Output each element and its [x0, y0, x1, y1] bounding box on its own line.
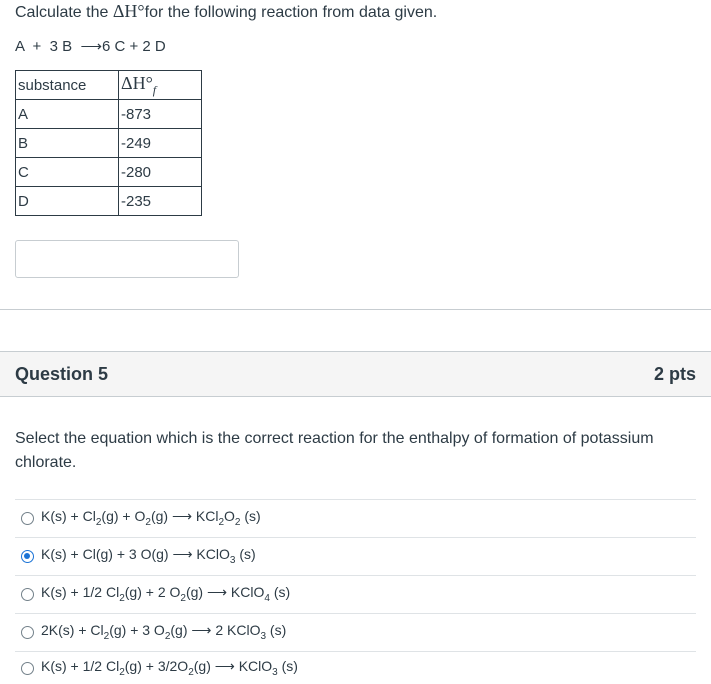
header-delta-hf: [119, 71, 202, 100]
table-row: [16, 158, 202, 187]
table-header-row: [16, 71, 202, 100]
delta-h-symbol: ΔH°: [112, 1, 145, 21]
radio-button[interactable]: [21, 588, 34, 601]
reaction-equation: A + 3 B ⟶6 C + 2 D: [15, 38, 166, 55]
answer-option[interactable]: [15, 651, 696, 684]
question-points: 2 pts: [653, 364, 696, 384]
table-row: [16, 129, 202, 158]
section-divider: [0, 309, 711, 310]
answer-option[interactable]: [15, 575, 696, 612]
question-title: Question 5: [15, 364, 109, 384]
option-label: $K(s) + Cl_2(g) + O_2(g)$ ⟶ $KCl_2O_2$ (s): [41, 508, 261, 528]
question-4-prompt: [15, 0, 705, 24]
radio-button[interactable]: [21, 512, 34, 525]
question-4: [15, 0, 705, 210]
answer-option[interactable]: [15, 613, 696, 650]
option-label: K(s) + 1/2 $Cl_2(g) + 2$ $O_2(g)$ ⟶ KClO$_4$ (s): [41, 584, 291, 604]
prompt-text-start: Calculate the: [15, 4, 113, 21]
radio-button[interactable]: [21, 662, 34, 675]
option-label: K(s) + 1/2 $Cl_2(g) + 3/2O_2(g)$ ⟶ KClO$_3$ (s): [41, 658, 298, 678]
substance-cell: C: [16, 158, 119, 187]
value-cell: -280: [119, 158, 202, 187]
answer-input[interactable]: [15, 240, 239, 278]
value-cell: -235: [119, 187, 202, 216]
header-substance: substance: [16, 71, 119, 100]
substance-cell: A: [16, 100, 119, 129]
radio-button[interactable]: [21, 626, 34, 639]
value-cell: -249: [119, 129, 202, 158]
option-label: $2K(s) + Cl_2(g) + 3$ $O_2(g)$ ⟶ 2 KClO$_3$ (s): [41, 622, 287, 642]
substance-cell: D: [16, 187, 119, 216]
prompt-text-end: for the following reaction from data given.: [144, 4, 438, 21]
answer-option-selected[interactable]: [15, 537, 696, 574]
table-row: [16, 100, 202, 129]
substance-cell: B: [16, 129, 119, 158]
question-5-header: [0, 351, 711, 397]
header-subscript: f: [152, 82, 157, 97]
enthalpy-data-table: [15, 70, 202, 216]
table-row: [16, 187, 202, 216]
option-label: K(s) + Cl(g) + 3 O(g) ⟶ KClO$_3$ (s): [41, 546, 256, 566]
value-cell: -873: [119, 100, 202, 129]
question-5-text: Select the equation which is the correct reaction for the enthalpy of formation of potassium chlorate.: [15, 430, 654, 471]
answer-option[interactable]: [15, 499, 696, 536]
radio-button-selected[interactable]: [21, 550, 34, 563]
header-delta-symbol: ΔH°: [121, 72, 153, 93]
